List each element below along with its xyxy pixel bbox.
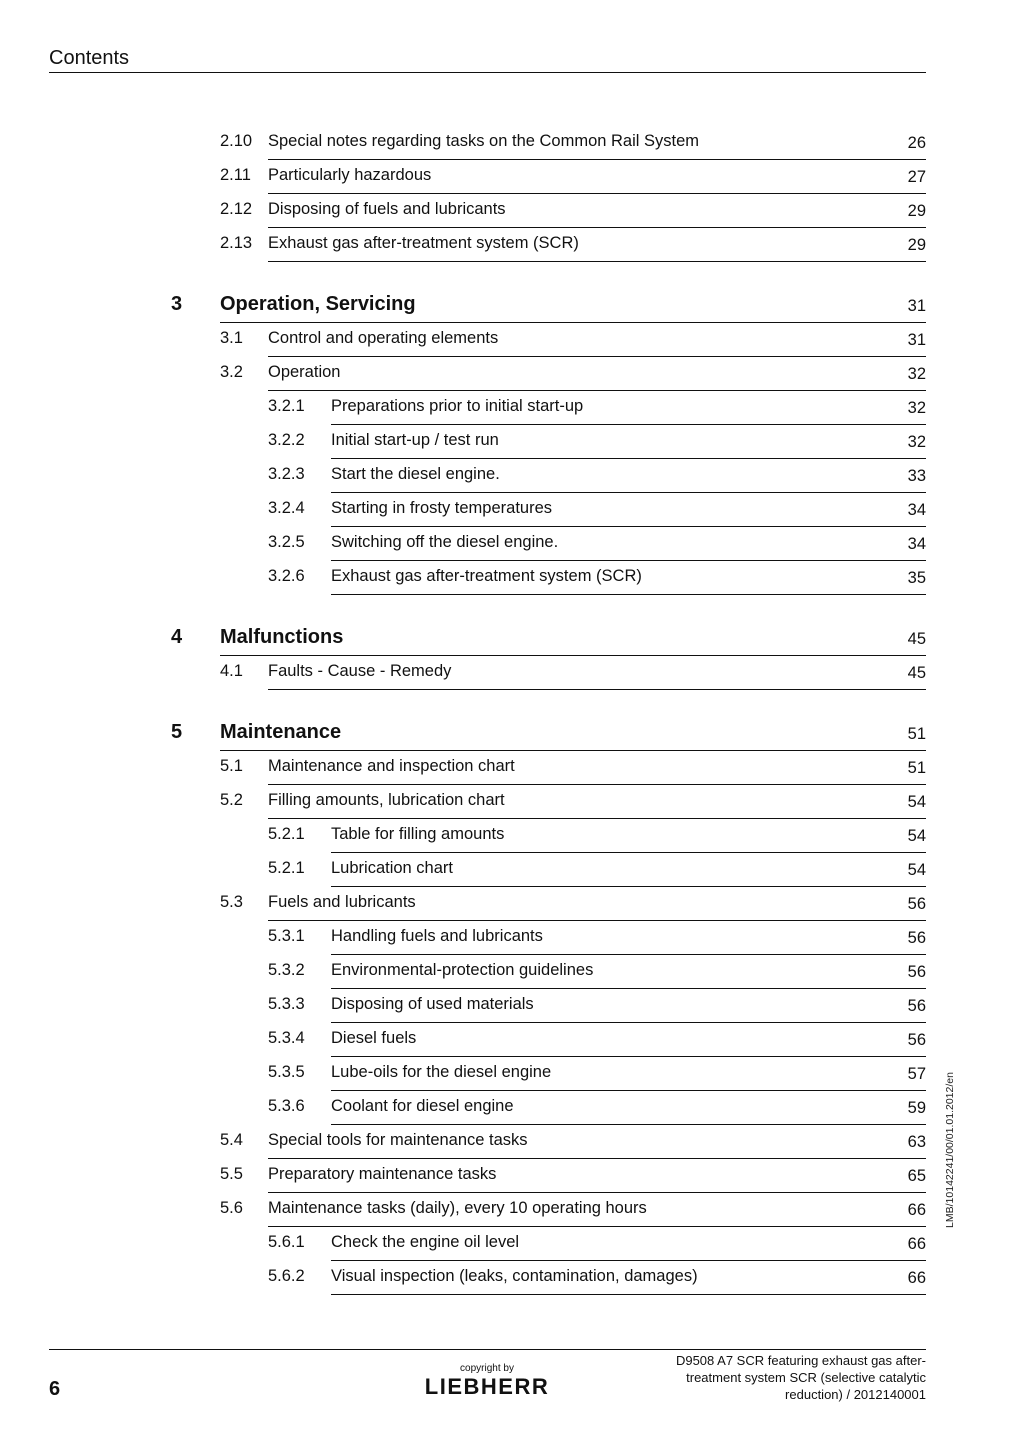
toc-page-number: 45: [907, 664, 926, 682]
toc-underline: [268, 1158, 926, 1159]
toc-title: Coolant for diesel engine: [331, 1097, 514, 1115]
toc-page-number: 54: [907, 827, 926, 845]
toc-title: Maintenance and inspection chart: [268, 757, 515, 775]
toc-title: Preparations prior to initial start-up: [331, 397, 584, 415]
liebherr-logo: [413, 1374, 561, 1398]
toc-title: Filling amounts, lubrication chart: [268, 791, 505, 809]
toc-entry: [0, 463, 926, 493]
toc-title: Switching off the diesel engine.: [331, 533, 559, 551]
toc-number: 5.2.1: [268, 859, 305, 877]
copyright-label: copyright by: [460, 1363, 514, 1374]
toc-underline: [331, 1090, 926, 1091]
toc-title: Lube-oils for the diesel engine: [331, 1063, 552, 1081]
toc-entry: [0, 1129, 926, 1159]
page-number: 6: [49, 1378, 61, 1400]
toc-page-number: 31: [907, 297, 926, 315]
toc-entry: [0, 198, 926, 228]
toc-number: 5.2: [220, 791, 243, 809]
toc-entry: [0, 429, 926, 459]
toc-number: 4: [171, 626, 183, 648]
toc-title: Control and operating elements: [268, 329, 499, 347]
footer-divider: [49, 1349, 926, 1350]
toc-page-number: 54: [907, 793, 926, 811]
toc-number: 2.12: [220, 200, 253, 218]
toc-title: Handling fuels and lubricants: [331, 927, 543, 945]
toc-entry: [0, 891, 926, 921]
toc-underline: [268, 193, 926, 194]
toc-underline: [220, 322, 926, 323]
toc-chapter: [0, 626, 926, 656]
toc-entry: [0, 395, 926, 425]
toc-entry: [0, 497, 926, 527]
toc-page-number: 31: [907, 331, 926, 349]
toc-number: 3.2.1: [268, 397, 305, 415]
toc-underline: [268, 356, 926, 357]
toc-underline: [331, 424, 926, 425]
toc-underline: [268, 390, 926, 391]
toc-underline: [331, 886, 926, 887]
toc-entry: [0, 1027, 926, 1057]
toc-title: Lubrication chart: [331, 859, 453, 877]
toc-underline: [331, 1124, 926, 1125]
toc-number: 4.1: [220, 662, 243, 680]
toc-title: Start the diesel engine.: [331, 465, 500, 483]
toc-entry: [0, 925, 926, 955]
toc-entry: [0, 959, 926, 989]
toc-underline: [331, 954, 926, 955]
toc-page-number: 57: [907, 1065, 926, 1083]
toc-entry: [0, 232, 926, 262]
toc-title: Fuels and lubricants: [268, 893, 416, 911]
toc-title: Special tools for maintenance tasks: [268, 1131, 528, 1149]
toc-number: 3.2.3: [268, 465, 305, 483]
toc-entry: [0, 531, 926, 561]
toc-underline: [331, 526, 926, 527]
toc-entry: [0, 1061, 926, 1091]
toc-entry: [0, 130, 926, 160]
toc-title: Table for filling amounts: [331, 825, 505, 843]
toc-number: 3.2.5: [268, 533, 305, 551]
toc-entry: [0, 993, 926, 1023]
toc-title: Special notes regarding tasks on the Common Rail System: [268, 132, 700, 150]
toc-page-number: 34: [907, 535, 926, 553]
toc-underline: [331, 594, 926, 595]
toc-number: 5.3.4: [268, 1029, 305, 1047]
toc-entry: [0, 857, 926, 887]
toc-number: 2.10: [220, 132, 253, 150]
toc-title: Initial start-up / test run: [331, 431, 499, 449]
toc-underline: [268, 159, 926, 160]
toc-title: Exhaust gas after-treatment system (SCR): [331, 567, 642, 585]
toc-number: 2.13: [220, 234, 253, 252]
toc-page-number: 56: [907, 895, 926, 913]
toc-page-number: 32: [907, 433, 926, 451]
toc-underline: [268, 689, 926, 690]
toc-underline: [268, 227, 926, 228]
toc-title: Faults - Cause - Remedy: [268, 662, 452, 680]
toc-title: Preparatory maintenance tasks: [268, 1165, 497, 1183]
toc-page-number: 51: [907, 759, 926, 777]
toc-page-number: 56: [907, 997, 926, 1015]
toc-number: 3.2.2: [268, 431, 305, 449]
toc-title: Exhaust gas after-treatment system (SCR): [268, 234, 579, 252]
toc-entry: [0, 361, 926, 391]
toc-page-number: 66: [907, 1269, 926, 1287]
toc-title: Particularly hazardous: [268, 166, 432, 184]
toc-number: 5.3.2: [268, 961, 305, 979]
toc-entry: [0, 327, 926, 357]
toc-title: Visual inspection (leaks, contamination, damages): [331, 1267, 698, 1285]
toc-page-number: 56: [907, 1031, 926, 1049]
toc-page-number: 32: [907, 365, 926, 383]
toc-title: Diesel fuels: [331, 1029, 417, 1047]
toc-underline: [268, 1226, 926, 1227]
toc-number: 5.3.5: [268, 1063, 305, 1081]
toc-title: Maintenance tasks (daily), every 10 operating hours: [268, 1199, 647, 1217]
toc-underline: [331, 1260, 926, 1261]
toc-chapter: [0, 293, 926, 323]
toc-page-number: 35: [907, 569, 926, 587]
toc-title: Maintenance: [220, 721, 342, 743]
toc-page-number: 32: [907, 399, 926, 417]
toc-page-number: 54: [907, 861, 926, 879]
toc-underline: [220, 655, 926, 656]
toc-number: 5.6: [220, 1199, 243, 1217]
toc-underline: [331, 1022, 926, 1023]
toc-number: 5.2.1: [268, 825, 305, 843]
toc-number: 2.11: [220, 166, 251, 184]
toc-page-number: 63: [907, 1133, 926, 1151]
toc-entry: [0, 1197, 926, 1227]
toc-number: 3.1: [220, 329, 243, 347]
toc-number: 3.2.4: [268, 499, 305, 517]
toc-page-number: 66: [907, 1235, 926, 1253]
toc-number: 5.4: [220, 1131, 243, 1149]
toc-page-number: 33: [907, 467, 926, 485]
toc-number: 5.3.1: [268, 927, 305, 945]
toc-page-number: 65: [907, 1167, 926, 1185]
toc-page-number: 59: [907, 1099, 926, 1117]
toc-underline: [331, 852, 926, 853]
toc-number: 3.2.6: [268, 567, 305, 585]
toc-page-number: 51: [907, 725, 926, 743]
toc-title: Disposing of fuels and lubricants: [268, 200, 506, 218]
toc-underline: [331, 560, 926, 561]
toc-number: 5: [171, 721, 183, 743]
toc-page-number: 27: [907, 168, 926, 186]
toc-page-number: 29: [907, 202, 926, 220]
header-divider: [49, 72, 926, 73]
toc-underline: [220, 750, 926, 751]
toc-title: Operation, Servicing: [220, 293, 416, 315]
toc-number: 5.3.3: [268, 995, 305, 1013]
document-code: LMB/10142241/00/01.01.2012/en: [944, 1072, 956, 1228]
page-header-title: Contents: [49, 47, 130, 69]
toc-underline: [268, 818, 926, 819]
toc-number: 5.6.1: [268, 1233, 305, 1251]
toc-page-number: 45: [907, 630, 926, 648]
toc-entry: [0, 823, 926, 853]
document-description: D9508 A7 SCR featuring exhaust gas after-treatment system SCR (selective catalytic reduction) / 2012140001: [675, 1353, 926, 1402]
toc-title: Malfunctions: [220, 626, 344, 648]
toc-number: 3.2: [220, 363, 243, 381]
toc-title: Disposing of used materials: [331, 995, 534, 1013]
toc-page-number: 56: [907, 929, 926, 947]
toc-underline: [331, 492, 926, 493]
toc-title: Operation: [268, 363, 341, 381]
toc-underline: [268, 1192, 926, 1193]
toc-underline: [268, 920, 926, 921]
toc-underline: [331, 988, 926, 989]
toc-title: Check the engine oil level: [331, 1233, 520, 1251]
toc-entry: [0, 164, 926, 194]
toc-number: 3: [171, 293, 183, 315]
toc-title: Starting in frosty temperatures: [331, 499, 553, 517]
toc-entry: [0, 660, 926, 690]
toc-entry: [0, 755, 926, 785]
toc-underline: [331, 1056, 926, 1057]
toc-title: Environmental-protection guidelines: [331, 961, 594, 979]
toc-page-number: 56: [907, 963, 926, 981]
toc-entry: [0, 1231, 926, 1261]
toc-page-number: 26: [907, 134, 926, 152]
toc-page-number: 34: [907, 501, 926, 519]
toc-entry: [0, 1265, 926, 1295]
toc-number: 5.3: [220, 893, 243, 911]
toc-entry: [0, 789, 926, 819]
toc-chapter: [0, 721, 926, 751]
toc-entry: [0, 1163, 926, 1193]
toc-number: 5.5: [220, 1165, 243, 1183]
toc-underline: [268, 784, 926, 785]
toc-underline: [331, 458, 926, 459]
toc-underline: [268, 261, 926, 262]
toc-number: 5.3.6: [268, 1097, 305, 1115]
svg-text:LIEBHERR: LIEBHERR: [424, 1374, 550, 1398]
toc-number: 5.1: [220, 757, 243, 775]
toc-entry: [0, 565, 926, 595]
toc-page-number: 29: [907, 236, 926, 254]
toc-number: 5.6.2: [268, 1267, 305, 1285]
toc-entry: [0, 1095, 926, 1125]
toc-underline: [331, 1294, 926, 1295]
toc-page-number: 66: [907, 1201, 926, 1219]
